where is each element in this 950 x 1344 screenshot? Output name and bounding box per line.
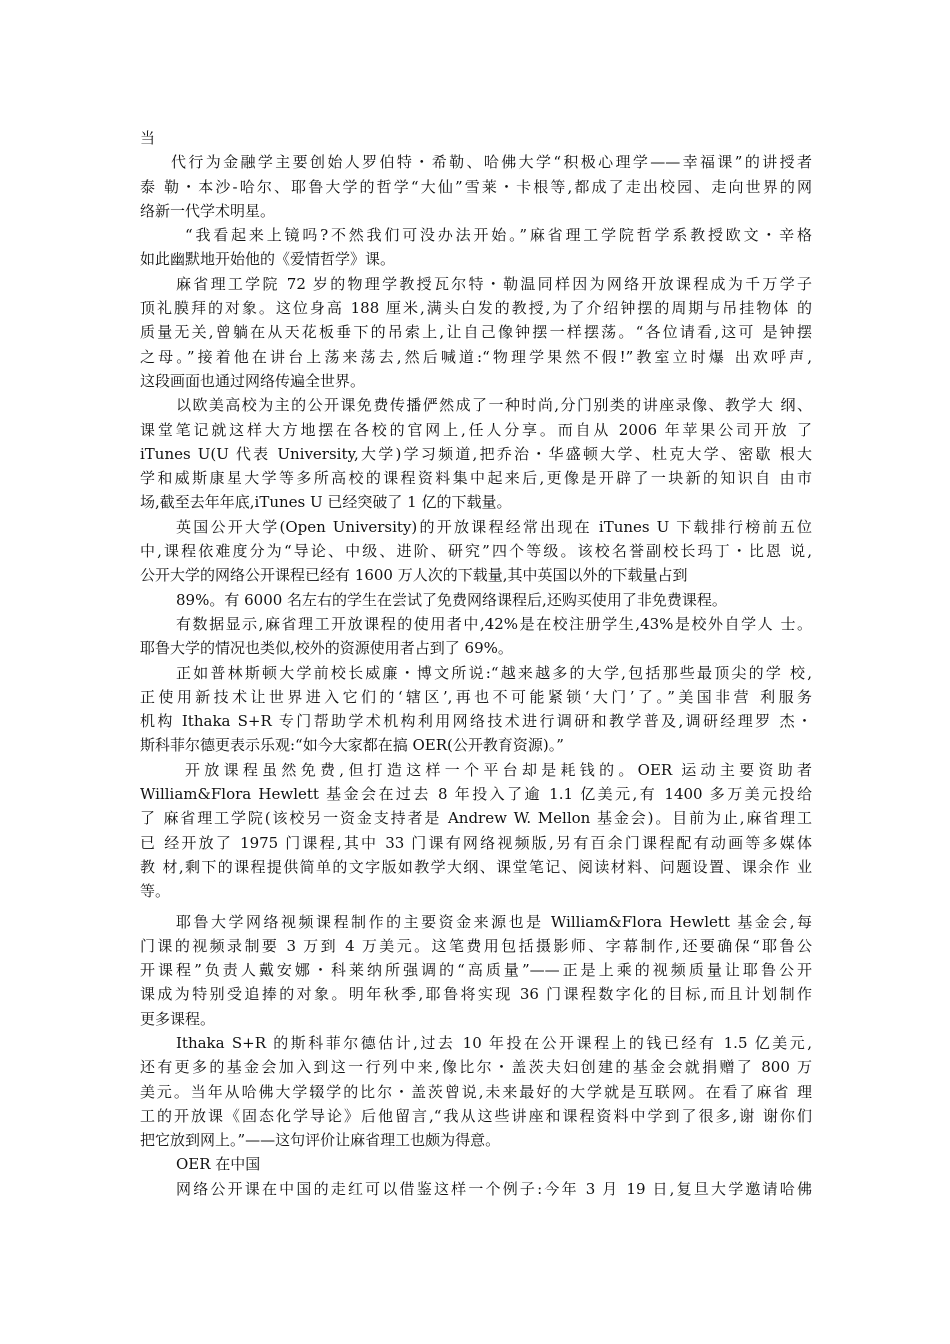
text-line: 了 麻省理工学院(该校另一资金支持者是 Andrew W. Mellon 基金会)。目前为止,麻省理工 bbox=[140, 809, 812, 828]
text-line: 耶鲁大学的情况也类似,校外的资源使用者占到了 69%。 bbox=[140, 639, 513, 658]
text-line: 更多课程。 bbox=[140, 1009, 216, 1028]
text-line: 有数据显示,麻省理工开放课程的使用者中,42%是在校注册学生,43%是校外自学人 士。 bbox=[176, 614, 812, 633]
text-line: 麻省理工学院 72 岁的物理学教授瓦尔特・勒温同样因为网络开放课程成为千万学子 bbox=[176, 274, 812, 293]
text-line: 中,课程依难度分为“导论、中级、进阶、研究”四个等级。该校名誉副校长玛丁・比恩 说, bbox=[140, 542, 812, 561]
text-line: 络新一代学术明星。 bbox=[140, 201, 276, 220]
text-line: 耶鲁大学网络视频课程制作的主要资金来源也是 William&Flora Hewlett 基金会,每 bbox=[176, 912, 812, 931]
text-line: 场,截至去年年底,iTunes U 已经突破了 1 亿的下载量。 bbox=[140, 493, 512, 512]
text-line: 以欧美高校为主的公开课免费传播俨然成了一种时尚,分门别类的讲座录像、教学大 纲、 bbox=[176, 396, 812, 415]
text-line: 如此幽默地开始他的《爱情哲学》课。 bbox=[140, 250, 396, 269]
text-line: 当 bbox=[140, 129, 156, 147]
text-line: 正如普林斯顿大学前校长威廉・博文所说:“越来越多的大学,包括那些最顶尖的学 校, bbox=[176, 663, 812, 682]
text-line: 泰 勒・本沙-哈尔、耶鲁大学的哲学“大仙”雪莱・卡根等,都成了走出校园、走向世界的网 bbox=[140, 177, 812, 196]
text-line: 斯科菲尔德更表示乐观:“如今大家都在搞 OER(公开教育资源)。” bbox=[140, 736, 564, 755]
text-line: 门课的视频录制要 3 万到 4 万美元。这笔费用包括摄影师、字幕制作,还要确保“耶鲁公 bbox=[140, 936, 812, 955]
text-line: Ithaka S+R 的斯科菲尔德估计,过去 10 年投在公开课程上的钱已经有 1.5 亿美元, bbox=[176, 1033, 812, 1052]
text-line: 把它放到网上。”——这句评价让麻省理工也颇为得意。 bbox=[140, 1131, 501, 1150]
text-line: 之母。”接着他在讲台上荡来荡去,然后喊道:“物理学果然不假!”教室立时爆 出欢呼声, bbox=[140, 347, 812, 366]
text-line: 工的开放课《固态化学导论》后他留言,“我从这些讲座和课程资料中学到了很多,谢 谢你们 bbox=[140, 1106, 812, 1125]
text-line: 英国公开大学(Open University)的开放课程经常出现在 iTunes U 下载排行榜前五位 bbox=[176, 517, 812, 536]
text-line: 机构 Ithaka S+R 专门帮助学术机构利用网络技术进行调研和教学普及,调研经理罗 杰・ bbox=[140, 712, 812, 731]
text-line: 已 经开放了 1975 门课程,其中 33 门课有网络视频版,另有百余门课程配有动画等多媒体 bbox=[140, 833, 812, 852]
text-line: 公开大学的网络公开课程已经有 1600 万人次的下载量,其中英国以外的下载量占到 bbox=[140, 566, 688, 585]
section-heading: OER 在中国 bbox=[176, 1155, 261, 1174]
text-line: 质量无关,曾躺在从天花板垂下的吊索上,让自己像钟摆一样摆荡。“各位请看,这可 是钟摆 bbox=[140, 323, 812, 342]
text-line: “我看起来上镜吗?不然我们可没办法开始。”麻省理工学院哲学系教授欧文・辛格 bbox=[185, 226, 812, 245]
text-line: 美元。当年从哈佛大学辍学的比尔・盖茨曾说,未来最好的大学就是互联网。在看了麻省 理 bbox=[140, 1082, 812, 1101]
text-line: 教 材,剩下的课程提供简单的文字版如教学大纲、课堂笔记、阅读材料、问题设置、课余作 业 bbox=[140, 857, 812, 876]
text-line: 开放课程虽然免费,但打造这样一个平台却是耗钱的。OER 运动主要资助者 bbox=[185, 760, 812, 779]
text-line: 课成为特别受追捧的对象。明年秋季,耶鲁将实现 36 门课程数字化的目标,而且计划制作 bbox=[140, 985, 812, 1004]
document-page bbox=[140, 126, 812, 1201]
text-line: 还有更多的基金会加入到这一行列中来,像比尔・盖茨夫妇创建的基金会就捐赠了 800 万 bbox=[140, 1058, 812, 1077]
text-line: 顶礼膜拜的对象。这位身高 188 厘米,满头白发的教授,为了介绍钟摆的周期与吊挂物体 的 bbox=[140, 299, 812, 318]
text-line: iTunes U(U 代表 University,大学)学习频道,把乔治・华盛顿大学、杜克大学、密歇 根大 bbox=[140, 444, 812, 463]
text-line: 89%。有 6000 名左右的学生在尝试了免费网络课程后,还购买使用了非免费课程。 bbox=[176, 590, 727, 609]
text-line: William&Flora Hewlett 基金会在过去 8 年投入了逾 1.1 亿美元,有 1400 多万美元投给 bbox=[140, 785, 812, 804]
text-line: 正使用新技术让世界进入它们的‘辖区’,再也不可能紧锁‘大门’了。”美国非营 利服务 bbox=[140, 687, 812, 706]
text-line: 代行为金融学主要创始人罗伯特・希勒、哈佛大学“积极心理学——幸福课”的讲授者 bbox=[171, 153, 812, 172]
text-line: 开课程”负责人戴安娜・科莱纳所强调的“高质量”——正是上乘的视频质量让耶鲁公开 bbox=[140, 961, 812, 980]
text-line: 这段画面也通过网络传遍全世界。 bbox=[140, 371, 366, 390]
text-line: 等。 bbox=[140, 882, 171, 901]
text-line: 课堂笔记就这样大方地摆在各校的官网上,任人分享。而自从 2006 年苹果公司开放 了 bbox=[140, 420, 812, 439]
text-line: 学和威斯康星大学等多所高校的课程资料集中起来后,更像是开辟了一块新的知识自 由市 bbox=[140, 469, 812, 488]
text-line: 网络公开课在中国的走红可以借鉴这样一个例子:今年 3 月 19 日,复旦大学邀请哈佛 bbox=[176, 1179, 812, 1198]
